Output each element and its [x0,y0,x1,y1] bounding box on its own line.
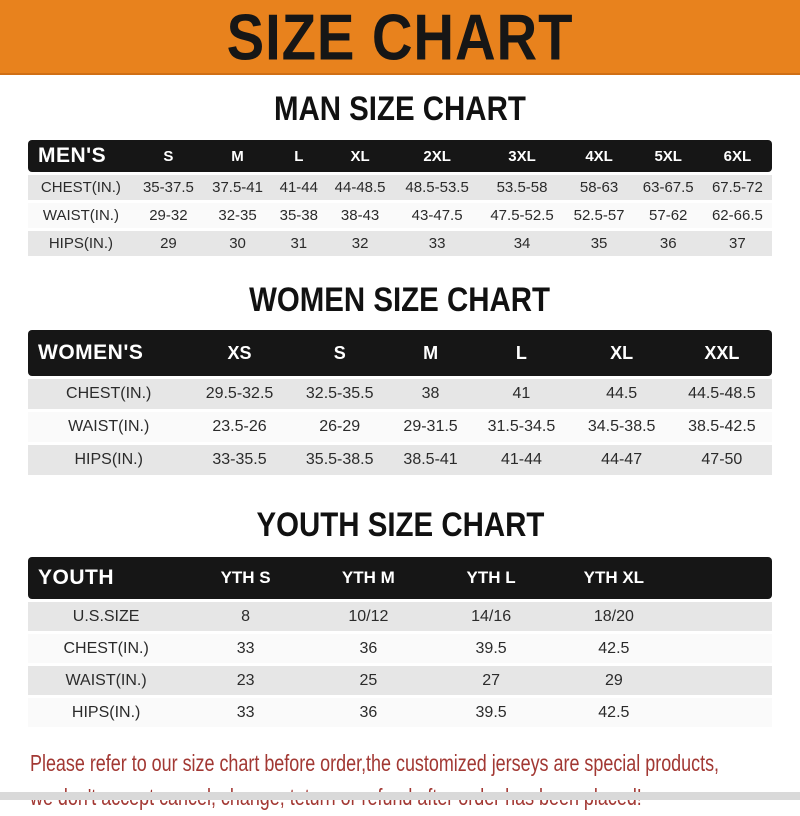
size-chart-banner [0,0,800,75]
value-cell: 43-47.5 [411,207,463,224]
value-cell [675,602,772,631]
value-cell: 44.5 [606,385,638,402]
value-cell: 38.5-42.5 [688,418,756,435]
table-row [28,602,772,631]
value-cell: 27 [482,671,500,689]
value-cell: 41-44 [500,451,542,468]
value-cell: 29-32 [149,207,188,224]
youth-size-chart-heading-text: YOUTH SIZE CHART [256,504,544,544]
size-column-header: M [423,342,439,363]
value-cell: 37.5-41 [212,179,263,196]
mens-table-body [28,175,772,256]
size-column-header: 3XL [508,147,536,165]
size-column-header: 2XL [423,147,451,165]
value-cell: 32-35 [218,207,257,224]
value-cell: 23.5-26 [212,418,267,435]
value-cell: 25 [359,671,378,689]
value-cell: 33 [428,235,446,252]
table-group-label: YOUTH [38,566,114,589]
value-cell: 36 [359,639,378,657]
value-cell [675,634,772,663]
value-cell: 36 [659,235,677,252]
value-cell: 48.5-53.5 [405,179,469,196]
size-column-header: 4XL [585,147,613,165]
size-column-header: YTH S [220,568,271,587]
row-label: HIPS(IN.) [48,235,113,252]
row-label: WAIST(IN.) [65,671,147,689]
row-label: WAIST(IN.) [42,207,119,224]
value-cell: 39.5 [475,703,507,721]
size-column-header: M [231,147,244,165]
womens-size-table [28,327,772,478]
value-cell: 23 [236,671,255,689]
value-cell: 8 [241,607,251,625]
value-cell: 31 [290,235,308,252]
value-cell: 44-47 [601,451,643,468]
value-cell: 38-43 [340,207,380,224]
value-cell: 10/12 [348,607,389,625]
row-label: U.S.SIZE [72,607,140,625]
value-cell: 31.5-34.5 [487,418,556,435]
size-column-header: XS [227,342,252,363]
bottom-strip [0,792,800,800]
value-cell: 35 [590,235,608,252]
value-cell: 47-50 [701,451,743,468]
value-cell: 44.5-48.5 [688,385,756,402]
row-label: CHEST(IN.) [66,385,152,402]
women-size-chart-heading-text: WOMEN SIZE CHART [249,279,551,319]
value-cell: 35.5-38.5 [305,451,374,468]
value-cell: 57-62 [649,207,688,224]
size-column-header: YTH XL [583,568,645,587]
size-column-header: 5XL [654,147,682,165]
mens-size-table [28,137,772,259]
table-group-label: MEN'S [38,144,107,167]
table-row [28,379,772,409]
value-cell: 38 [421,385,440,402]
row-label: WAIST(IN.) [68,418,150,435]
man-size-chart-heading-text: MAN SIZE CHART [274,88,526,128]
size-column-header: S [333,342,346,363]
youth-size-chart-heading [0,504,800,544]
value-cell: 63-67.5 [642,179,694,196]
size-column-header: YTH L [466,568,516,587]
womens-table-body [28,379,772,475]
value-cell: 52.5-57 [573,207,625,224]
disclaimer-line-1-text: Please refer to our size chart before order,the customized jerseys are special products, [30,750,720,776]
table-row [28,666,772,695]
value-cell: 26-29 [319,418,361,435]
value-cell: 37 [729,235,746,252]
value-cell: 47.5-52.5 [490,207,554,224]
value-cell: 32.5-35.5 [305,385,374,402]
table-group-label: WOMEN'S [38,341,144,364]
youth-table-body [28,602,772,727]
size-column-header: L [515,342,527,363]
table-row [28,231,772,256]
row-label: CHEST(IN.) [40,179,121,196]
value-cell: 33-35.5 [212,451,267,468]
value-cell: 62-66.5 [711,207,763,224]
value-cell: 14/16 [471,607,512,625]
row-label: HIPS(IN.) [74,451,143,468]
value-cell: 41-44 [279,179,318,196]
value-cell: 35-37.5 [142,179,194,196]
size-column-header: L [294,147,304,165]
man-size-chart-heading [0,88,800,128]
value-cell: 33 [236,639,255,657]
value-cell: 29 [160,235,177,252]
size-column-header [675,557,772,599]
table-row [28,203,772,228]
value-cell: 29 [604,671,623,689]
table-row [28,445,772,475]
value-cell: 35-38 [279,207,318,224]
value-cell: 53.5-58 [496,179,548,196]
value-cell: 30 [229,235,246,252]
row-label: HIPS(IN.) [71,703,141,721]
value-cell [675,698,772,727]
size-column-header: XL [350,147,370,165]
value-cell: 44-48.5 [334,179,386,196]
size-column-header: YTH M [341,568,395,587]
value-cell: 58-63 [579,179,619,196]
table-row [28,634,772,663]
value-cell: 33 [236,703,255,721]
value-cell: 34.5-38.5 [587,418,656,435]
value-cell: 38.5-41 [403,451,458,468]
table-row [28,698,772,727]
value-cell: 41 [512,385,531,402]
value-cell [675,666,772,695]
disclaimer-line-1 [30,748,800,782]
value-cell: 67.5-72 [711,179,763,196]
women-size-chart-heading [0,279,800,319]
value-cell: 18/20 [593,607,634,625]
value-cell: 34 [513,235,531,252]
value-cell: 42.5 [598,703,630,721]
banner-title: SIZE CHART [226,0,574,74]
size-column-header: 6XL [723,147,752,165]
womens-header-row [28,330,772,376]
value-cell: 29.5-32.5 [205,385,274,402]
size-column-header: XXL [704,342,740,363]
value-cell: 39.5 [475,639,507,657]
order-disclaimer [0,748,800,816]
table-row [28,175,772,200]
value-cell: 29-31.5 [403,418,458,435]
youth-header-row [28,557,772,599]
value-cell: 36 [359,703,378,721]
row-label: CHEST(IN.) [63,639,149,657]
value-cell: 32 [351,235,369,252]
size-column-header: XL [610,342,634,363]
youth-size-table [28,554,772,730]
value-cell: 42.5 [598,639,630,657]
size-column-header: S [163,147,174,165]
mens-header-row [28,140,772,172]
table-row [28,412,772,442]
